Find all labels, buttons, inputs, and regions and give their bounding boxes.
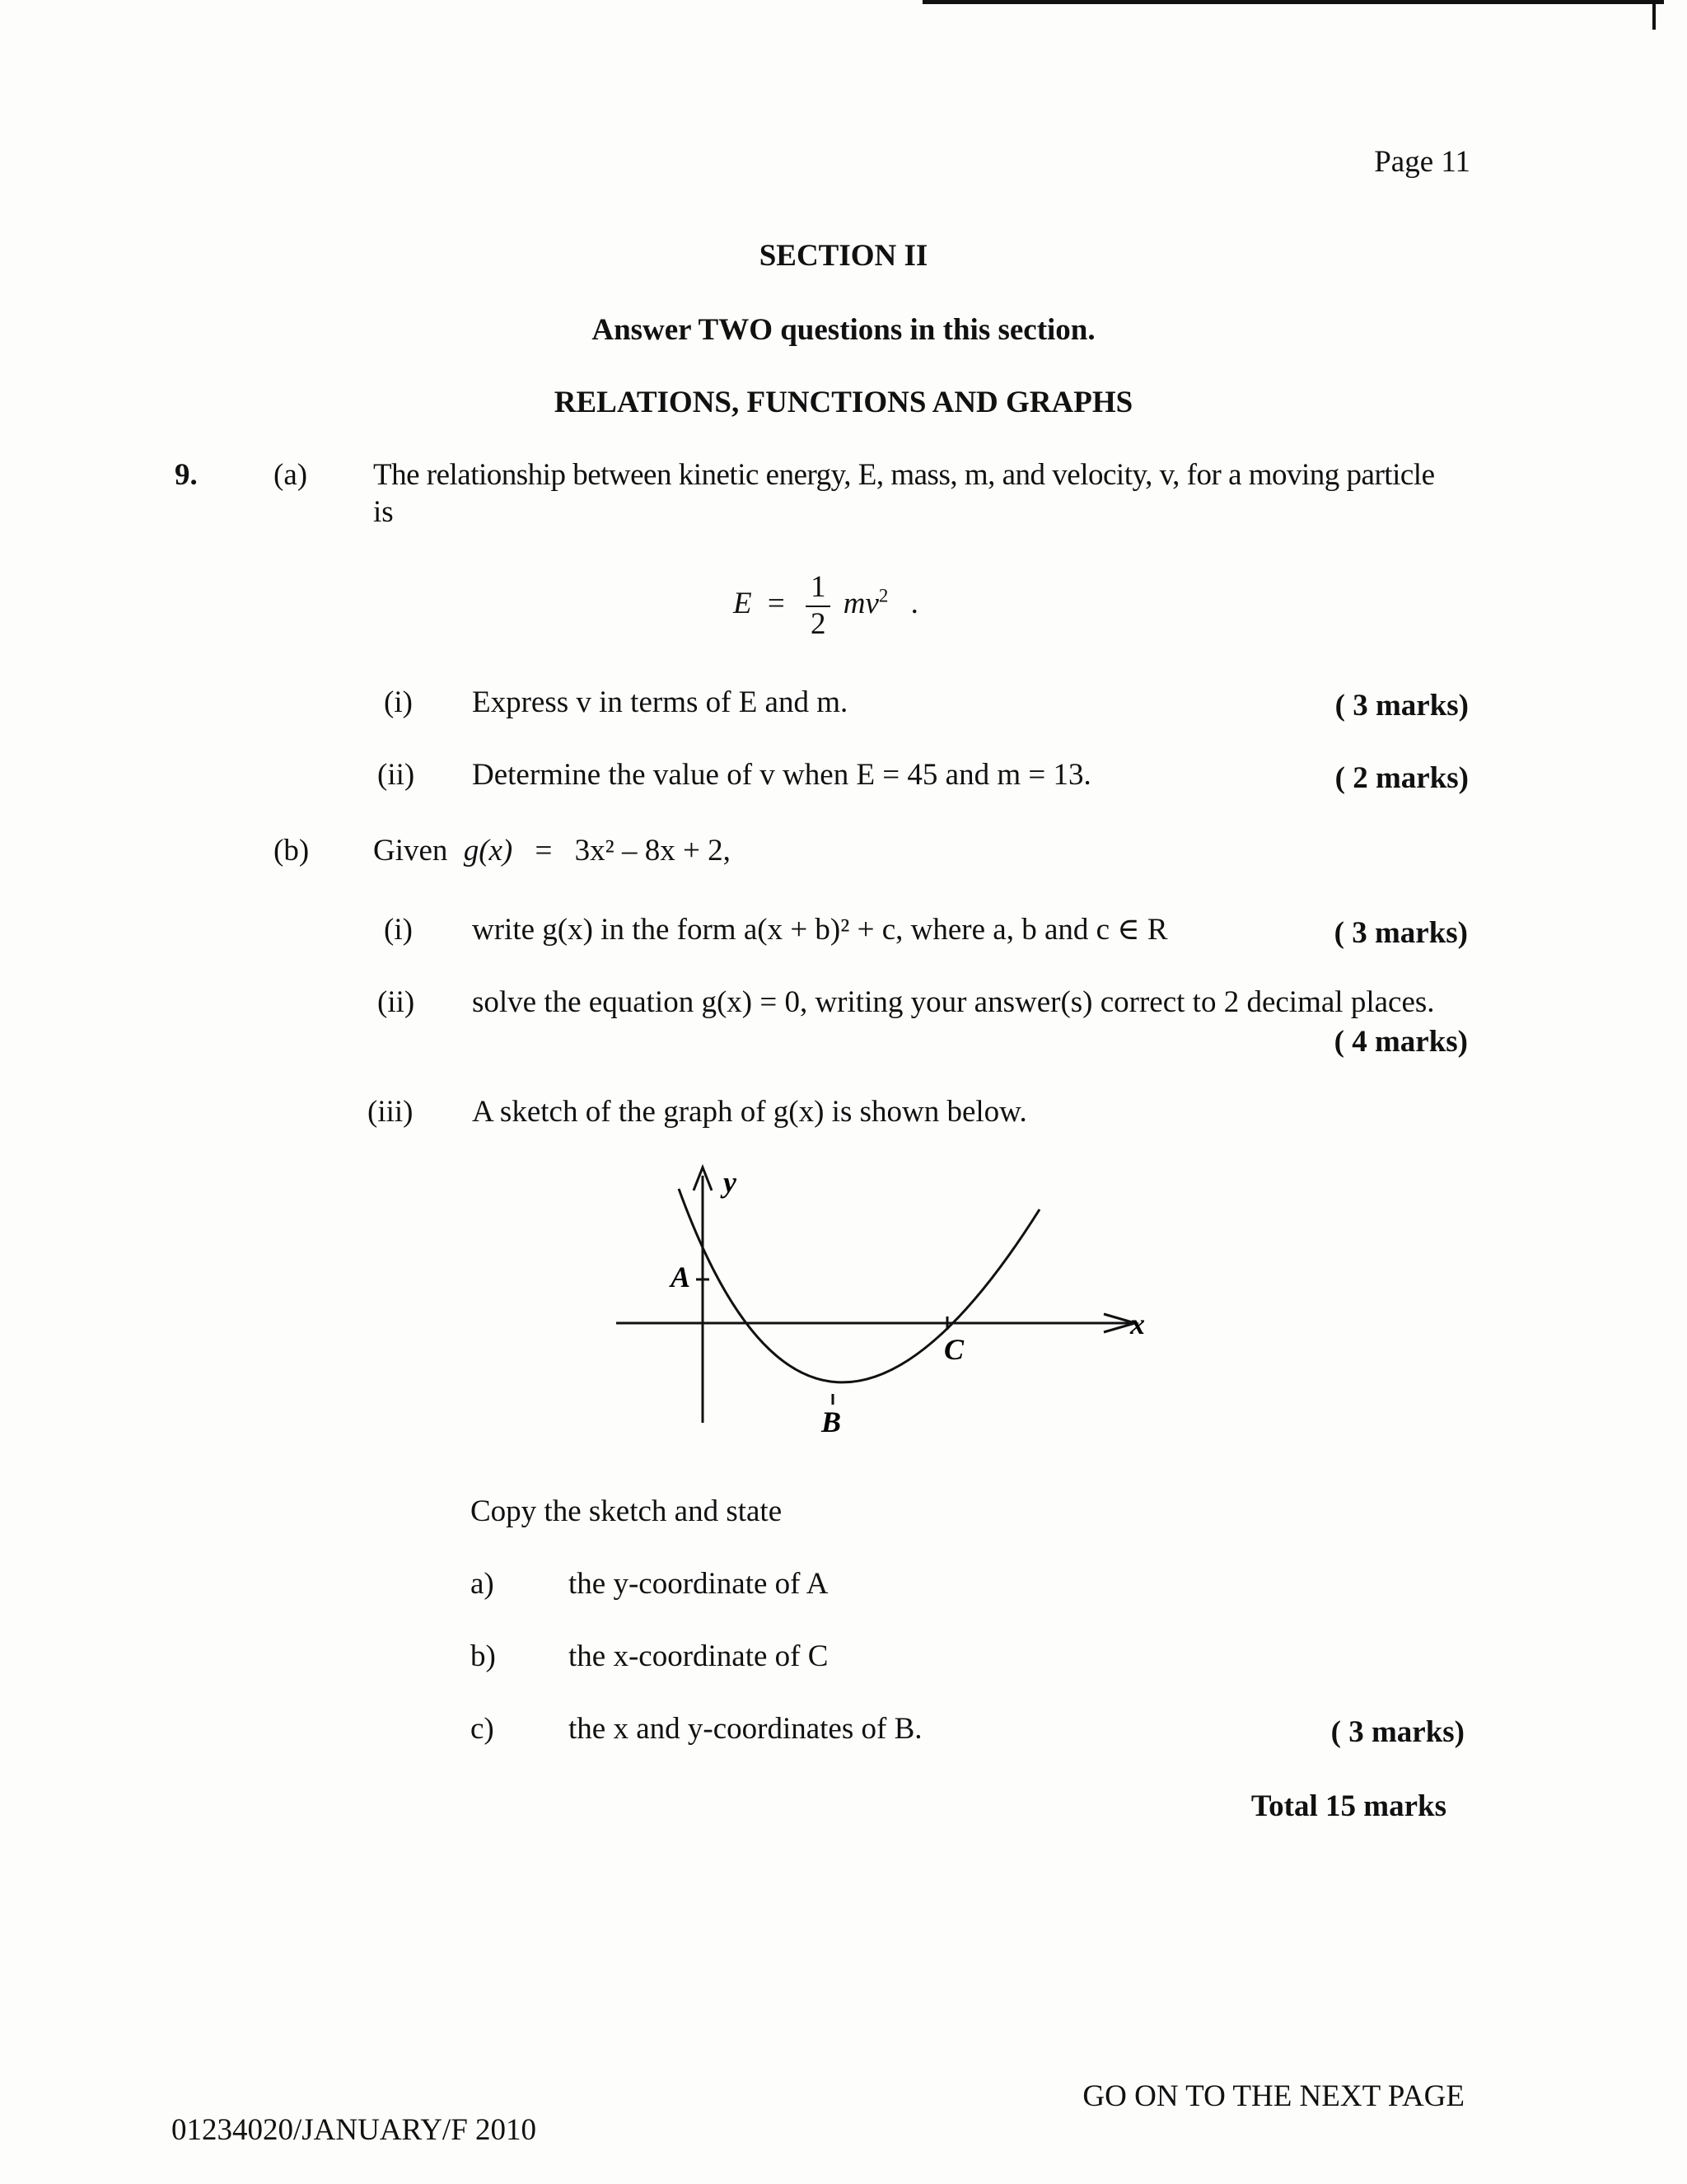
part-a-i-label: (i) <box>384 685 413 719</box>
subitem-a-text: the y-coordinate of A <box>568 1567 829 1601</box>
section-topic: RELATIONS, FUNCTIONS AND GRAPHS <box>554 386 1133 419</box>
point-b-label: B <box>821 1405 842 1438</box>
formula-equals: = <box>767 587 785 621</box>
part-b-iii-text: A sketch of the graph of g(x) is shown below. <box>472 1095 1027 1129</box>
page-number: Page 11 <box>1374 145 1470 179</box>
part-a-ii-text: Determine the value of v when E = 45 and m = 13. <box>472 758 1091 792</box>
part-b-ii-text: solve the equation g(x) = 0, writing your answer(s) correct to 2 decimal places. <box>472 985 1435 1019</box>
part-a-ii-marks: ( 2 marks) <box>1334 761 1469 795</box>
subitem-b-text: the x-coordinate of C <box>568 1639 829 1673</box>
formula-rhs: mv <box>843 587 879 621</box>
part-a-label: (a) <box>273 458 308 492</box>
given-equals: = <box>535 834 553 868</box>
formula-lhs: E <box>733 587 752 621</box>
top-border-line <box>923 0 1664 4</box>
part-a-i-text: Express v in terms of E and m. <box>472 685 848 719</box>
parabola-sketch <box>577 1157 1170 1462</box>
copy-instruction: Copy the sketch and state <box>470 1494 783 1528</box>
part-b-i-marks: ( 3 marks) <box>1334 916 1468 950</box>
section-instruction: Answer TWO questions in this section. <box>591 313 1096 347</box>
total-marks: Total 15 marks <box>1250 1789 1446 1823</box>
subitem-a-label: a) <box>470 1567 494 1601</box>
y-axis-label: y <box>723 1166 736 1199</box>
part-b-i-text: write g(x) in the form a(x + b)² + c, where a, b and c ∈ R <box>472 913 1168 947</box>
section-title: SECTION II <box>759 239 928 273</box>
question-number: 9. <box>175 458 198 492</box>
formula-denominator: 2 <box>810 606 826 641</box>
formula-fraction <box>806 570 831 642</box>
part-b-i-label: (i) <box>384 913 413 947</box>
subitem-b-label: b) <box>470 1639 496 1673</box>
formula-numerator: 1 <box>806 570 831 607</box>
part-b-iii-label: (iii) <box>367 1095 414 1129</box>
point-c-label: C <box>944 1333 965 1366</box>
part-a-i-marks: ( 3 marks) <box>1334 689 1469 723</box>
point-a-label: A <box>671 1260 691 1293</box>
given-word: Given <box>373 834 448 868</box>
part-b-label: (b) <box>273 834 310 868</box>
part-b-given <box>373 835 731 866</box>
given-function: g(x) <box>463 834 513 868</box>
top-corner-mark <box>1652 2 1656 30</box>
formula-end: . <box>910 587 918 621</box>
sketch-axes <box>616 1167 1135 1423</box>
go-on-next-page: GO ON TO THE NEXT PAGE <box>1082 2079 1465 2113</box>
part-a-intro-line2: is <box>373 495 394 529</box>
part-a-ii-label: (ii) <box>377 758 415 792</box>
subitems-marks: ( 3 marks) <box>1330 1715 1465 1749</box>
part-a-intro-line1: The relationship between kinetic energy, E, mass, m, and velocity, v, for a moving particle <box>373 458 1435 492</box>
formula-exponent: 2 <box>878 585 889 606</box>
kinetic-energy-formula <box>733 570 918 642</box>
subitem-c-text: the x and y-coordinates of B. <box>568 1712 923 1746</box>
given-expression: 3x² – 8x + 2, <box>574 834 731 868</box>
subitem-c-label: c) <box>470 1712 494 1746</box>
paper-code: 01234020/JANUARY/F 2010 <box>171 2113 537 2147</box>
part-b-ii-label: (ii) <box>377 985 415 1019</box>
parabola-curve <box>679 1189 1040 1382</box>
part-b-ii-marks: ( 4 marks) <box>1334 1025 1468 1059</box>
x-axis-label: x <box>1130 1307 1145 1340</box>
